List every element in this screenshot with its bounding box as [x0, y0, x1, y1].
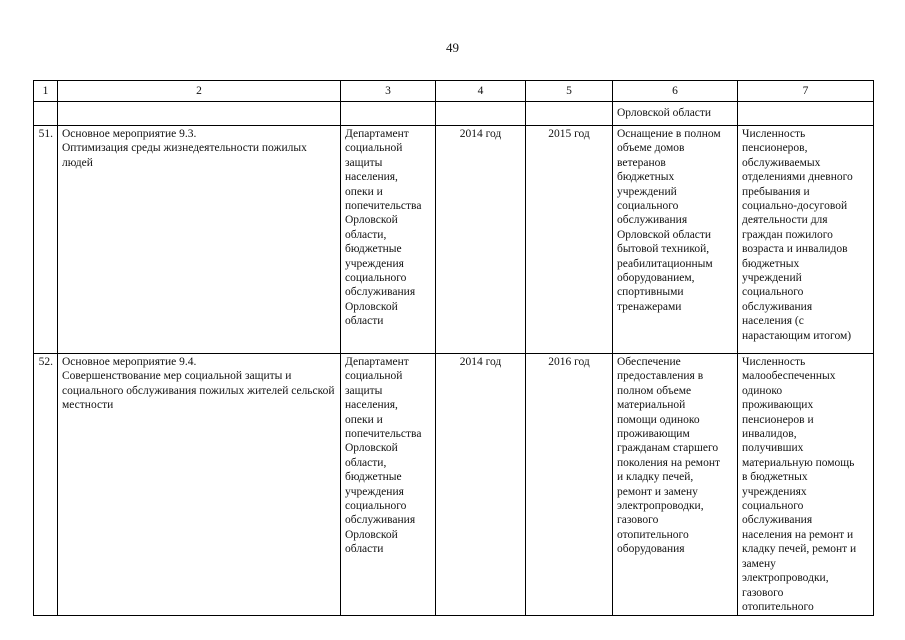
table-row: [34, 354, 874, 616]
result-cell: Оснащение в полном объеме домов ветеранов бюджетных учреждений социального обслуживания Орловской области бытовой техникой, реабилитационным оборудованием, спортивными тренажерами: [613, 126, 738, 354]
page-number: 49: [446, 40, 459, 55]
result-cell: Обеспечение предоставления в полном объеме материальной помощи одиноко проживающим гражданам старшего поколения на ремонт и кладку печей, ремонт и замену электропроводки, газового отопительного оборудования: [613, 354, 738, 616]
column-header: 6: [613, 81, 738, 102]
measure-title: Основное мероприятие 9.4.: [62, 356, 197, 368]
column-header: 2: [58, 81, 341, 102]
column-header: 1: [34, 81, 58, 102]
start-year-cell: 2014 год: [436, 126, 526, 354]
measure-description: Оптимизация среды жизнедеятельности пожилых людей: [62, 142, 307, 169]
indicator-cell: Численность малообеспеченных одиноко проживающих пенсионеров и инвалидов, получивших материальную помощь в бюджетных учреждениях социального обслуживания населения на ремонт и кладку печей, ремонт и замену электропроводки, газового отопительного: [738, 354, 874, 616]
measure-cell: [58, 126, 341, 354]
column-header: 3: [341, 81, 436, 102]
row-number: 51.: [34, 126, 58, 354]
row-number: 52.: [34, 354, 58, 616]
measures-table: [33, 80, 874, 616]
end-year-cell: 2015 год: [526, 126, 613, 354]
continuation-cell: Орловской области: [613, 102, 738, 126]
column-number-row: [34, 81, 874, 102]
start-year-cell: 2014 год: [436, 354, 526, 616]
measure-cell: [58, 354, 341, 616]
executor-cell: Департамент социальной защиты населения, опеки и попечительства Орловской области, бюджетные учреждения социального обслуживания Орловской области: [341, 354, 436, 616]
executor-cell: Департамент социальной защиты населения, опеки и попечительства Орловской области, бюджетные учреждения социального обслуживания Орловской области: [341, 126, 436, 354]
end-year-cell: 2016 год: [526, 354, 613, 616]
column-header: 5: [526, 81, 613, 102]
table-row: [34, 126, 874, 354]
indicator-cell: Численность пенсионеров, обслуживаемых отделениями дневного пребывания и социально-досуговой деятельности для граждан пожилого возраста и инвалидов бюджетных учреждений социального обслуживания населения (с нарастающим итогом): [738, 126, 874, 354]
column-header: 7: [738, 81, 874, 102]
continuation-row: [34, 102, 874, 126]
measure-description: Совершенствование мер социальной защиты и социального обслуживания пожилых жителей сельской местности: [62, 370, 335, 412]
column-header: 4: [436, 81, 526, 102]
measure-title: Основное мероприятие 9.3.: [62, 128, 197, 140]
